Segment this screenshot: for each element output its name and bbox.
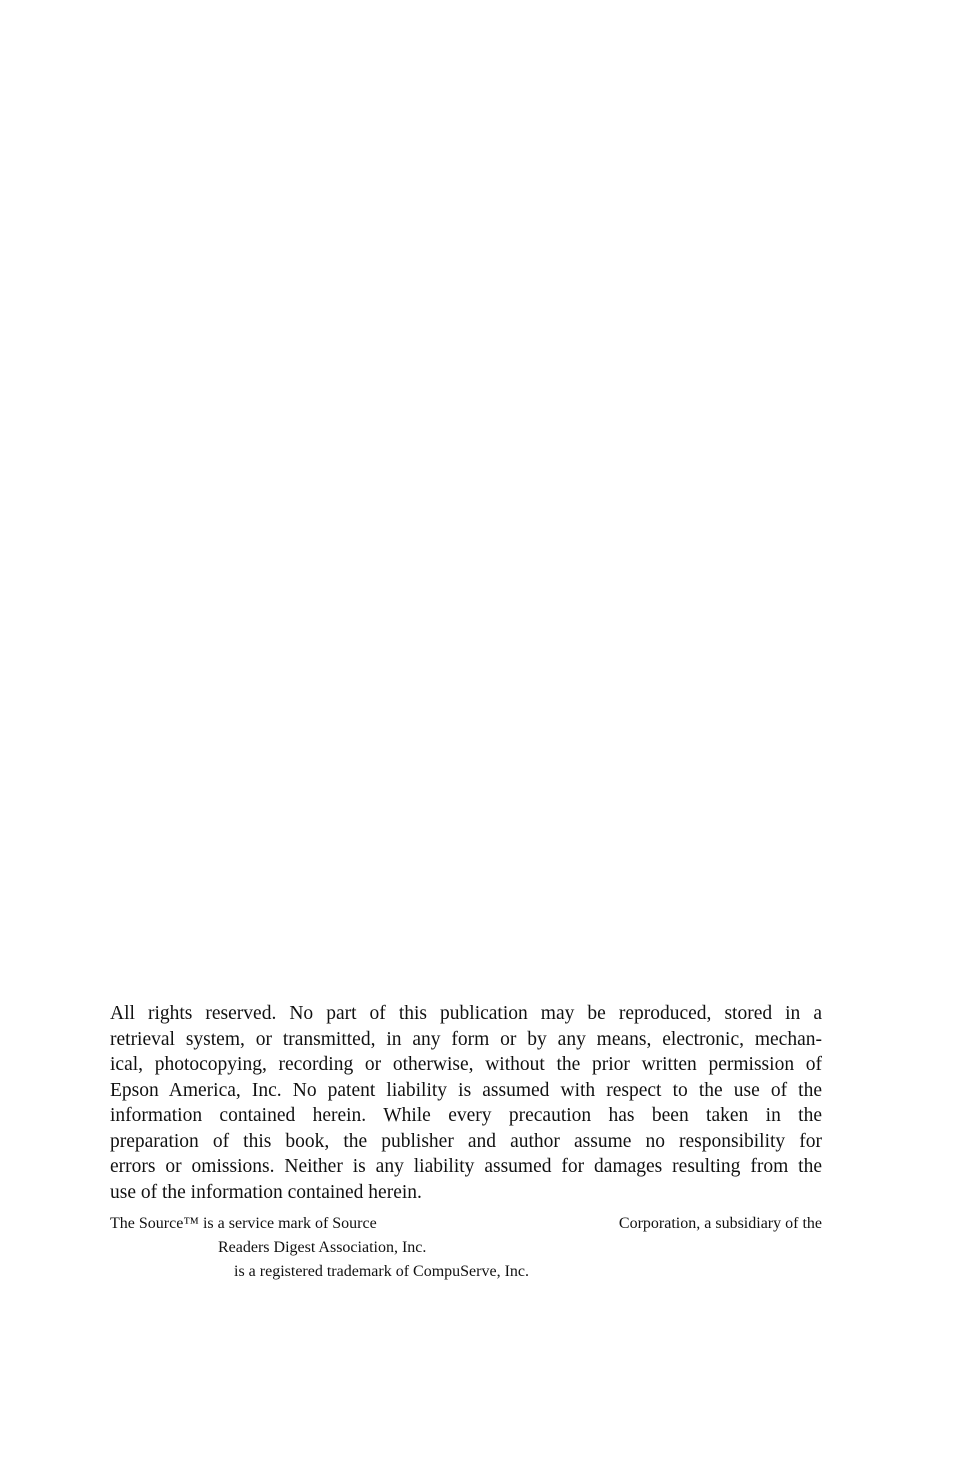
trademark-source-continuation: Readers Digest Association, Inc. <box>218 1239 427 1256</box>
trademark-source-row <box>110 1212 822 1236</box>
copyright-line: ical, photocopying, recording or otherwise, without the prior written permission of <box>110 1054 822 1075</box>
copyright-line: All rights reserved. No part of this publication may be reproduced, stored in a <box>110 1003 822 1024</box>
copyright-line: Epson America, Inc. No patent liability is assumed with respect to the use of the <box>110 1079 822 1101</box>
trademark-source-cont-row <box>110 1236 822 1260</box>
copyright-line: errors or omissions. Neither is any liability assumed for damages resulting from the <box>110 1156 822 1177</box>
copyright-notice <box>110 1001 822 1205</box>
trademark-source-right: Corporation, a subsidiary of the <box>618 1215 822 1232</box>
trademark-compuserve-row <box>110 1260 822 1284</box>
trademark-compuserve: is a registered trademark of CompuServe, Inc. <box>234 1263 530 1280</box>
trademark-notices <box>110 1212 822 1284</box>
trademark-source-left: The Source™ is a service mark of Source <box>110 1215 377 1232</box>
copyright-line: use of the information contained herein. <box>110 1181 422 1203</box>
copyright-line: information contained herein. While every precaution has been taken in the <box>110 1105 822 1126</box>
copyright-line: preparation of this book, the publisher and author assume no responsibility for <box>110 1130 822 1152</box>
copyright-line: retrieval system, or transmitted, in any form or by any means, electronic, mechan- <box>110 1028 822 1050</box>
